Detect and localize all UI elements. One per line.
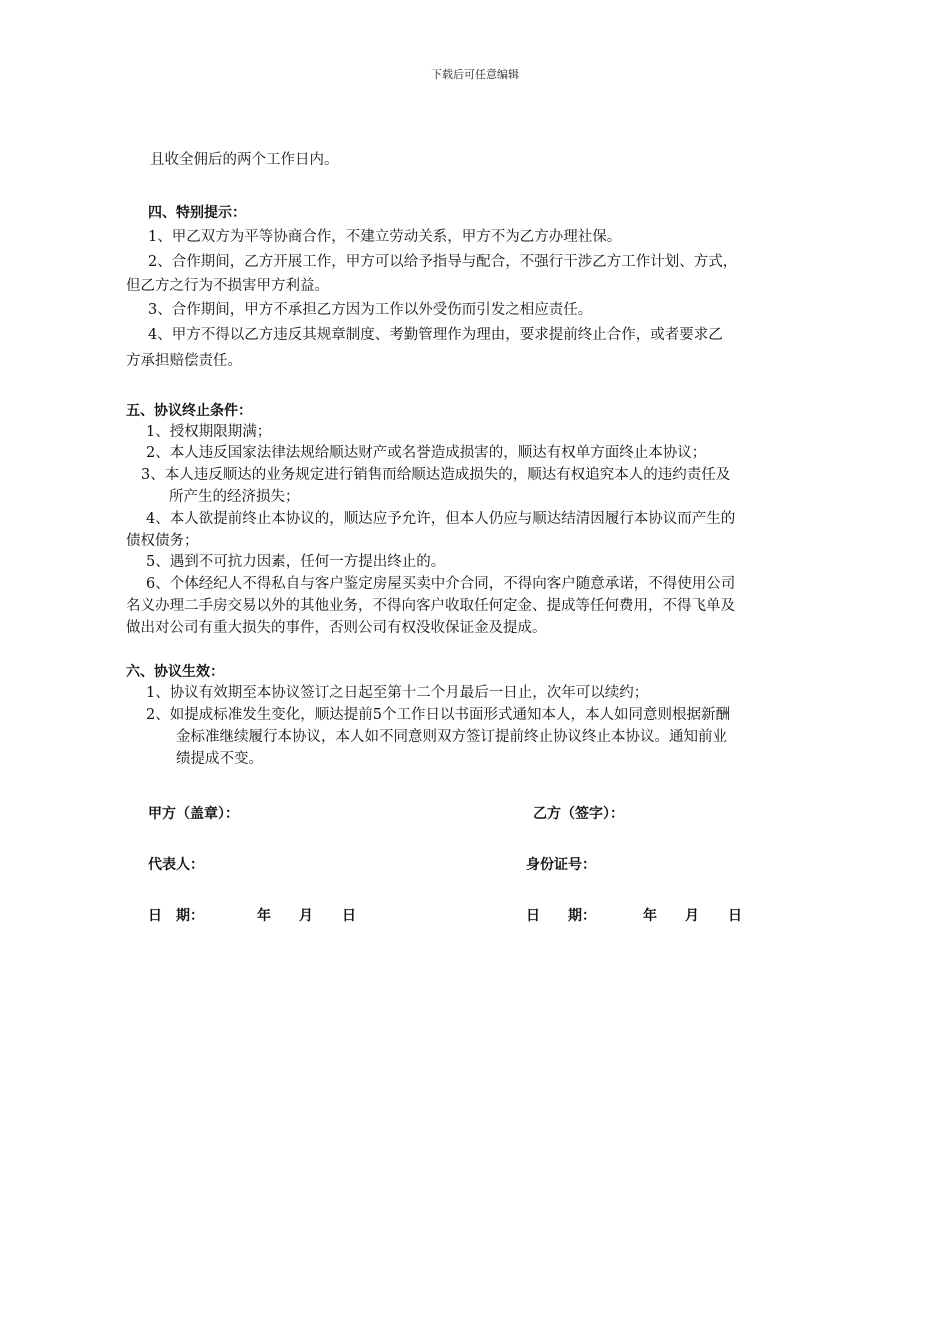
date-b-year: 年: [643, 908, 657, 924]
paragraph-line: 4、甲方不得以乙方违反其规章制度、考勤管理作为理由，要求提前终止合作，或者要求乙: [148, 327, 723, 343]
paragraph-line: 债权债务；: [126, 533, 199, 549]
paragraph-line: 5、遇到不可抗力因素，任何一方提出终止的。: [146, 554, 446, 570]
paragraph-line: 1、甲乙双方为平等协商合作，不建立劳动关系，甲方不为乙方办理社保。: [148, 229, 622, 245]
paragraph-line: 4、本人欲提前终止本协议的，顺达应予允许，但本人仍应与顺达结清因履行本协议而产生的: [146, 511, 736, 527]
date-b-label: 日 期：: [526, 908, 596, 924]
paragraph-line: 方承担赔偿责任。: [126, 353, 242, 369]
date-a-month: 月: [299, 908, 313, 924]
paragraph-line: 2、如提成标准发生变化，顺达提前5个工作日以书面形式通知本人，本人如同意则根据新酬: [146, 707, 730, 723]
paragraph-line: 2、合作期间，乙方开展工作，甲方可以给予指导与配合，不强行干涉乙方工作计划、方式，: [148, 254, 738, 270]
party-a-label: 甲方（盖章）：: [148, 806, 239, 822]
paragraph-line: 1、授权期限期满；: [146, 424, 272, 440]
section-title-5: 五、协议终止条件：: [126, 403, 252, 419]
paragraph-line: 但乙方之行为不损害甲方利益。: [126, 278, 329, 294]
section-title-6: 六、协议生效：: [126, 664, 224, 680]
date-b-month: 月: [685, 908, 699, 924]
paragraph-line: 1、协议有效期至本协议签订之日起至第十二个月最后一日止，次年可以续约；: [146, 685, 649, 701]
page-header: 下载后可任意编辑: [431, 68, 519, 81]
date-a-day: 日: [342, 908, 356, 924]
party-b-label: 乙方（签字）：: [533, 806, 624, 822]
paragraph-line: 所产生的经济损失；: [169, 489, 300, 505]
paragraph-line: 3、合作期间，甲方不承担乙方因为工作以外受伤而引发之相应责任。: [148, 302, 593, 318]
paragraph-line: 绩提成不变。: [176, 751, 263, 767]
paragraph-line: 名义办理二手房交易以外的其他业务，不得向客户收取任何定金、提成等任何费用，不得飞单及: [126, 598, 735, 614]
paragraph-line: 且收全佣后的两个工作日内。: [150, 152, 339, 168]
section-title-4: 四、特别提示：: [148, 205, 246, 221]
date-a-year: 年: [257, 908, 271, 924]
paragraph-line: 做出对公司有重大损失的事件，否则公司有权没收保证金及提成。: [126, 620, 547, 636]
date-a-label: 日 期：: [148, 908, 204, 924]
date-b-day: 日: [728, 908, 742, 924]
paragraph-line: 金标准继续履行本协议，本人如不同意则双方签订提前终止协议终止本协议。通知前业: [176, 729, 727, 745]
paragraph-line: 3、本人违反顺达的业务规定进行销售而给顺达造成损失的，顺达有权追究本人的违约责任及: [141, 467, 731, 483]
paragraph-line: 2、本人违反国家法律法规给顺达财产或名誉造成损害的，顺达有权单方面终止本协议；: [146, 445, 707, 461]
representative-label: 代表人：: [148, 857, 204, 873]
id-number-label: 身份证号：: [526, 857, 596, 873]
paragraph-line: 6、个体经纪人不得私自与客户鉴定房屋买卖中介合同，不得向客户随意承诺，不得使用公司: [146, 576, 736, 592]
